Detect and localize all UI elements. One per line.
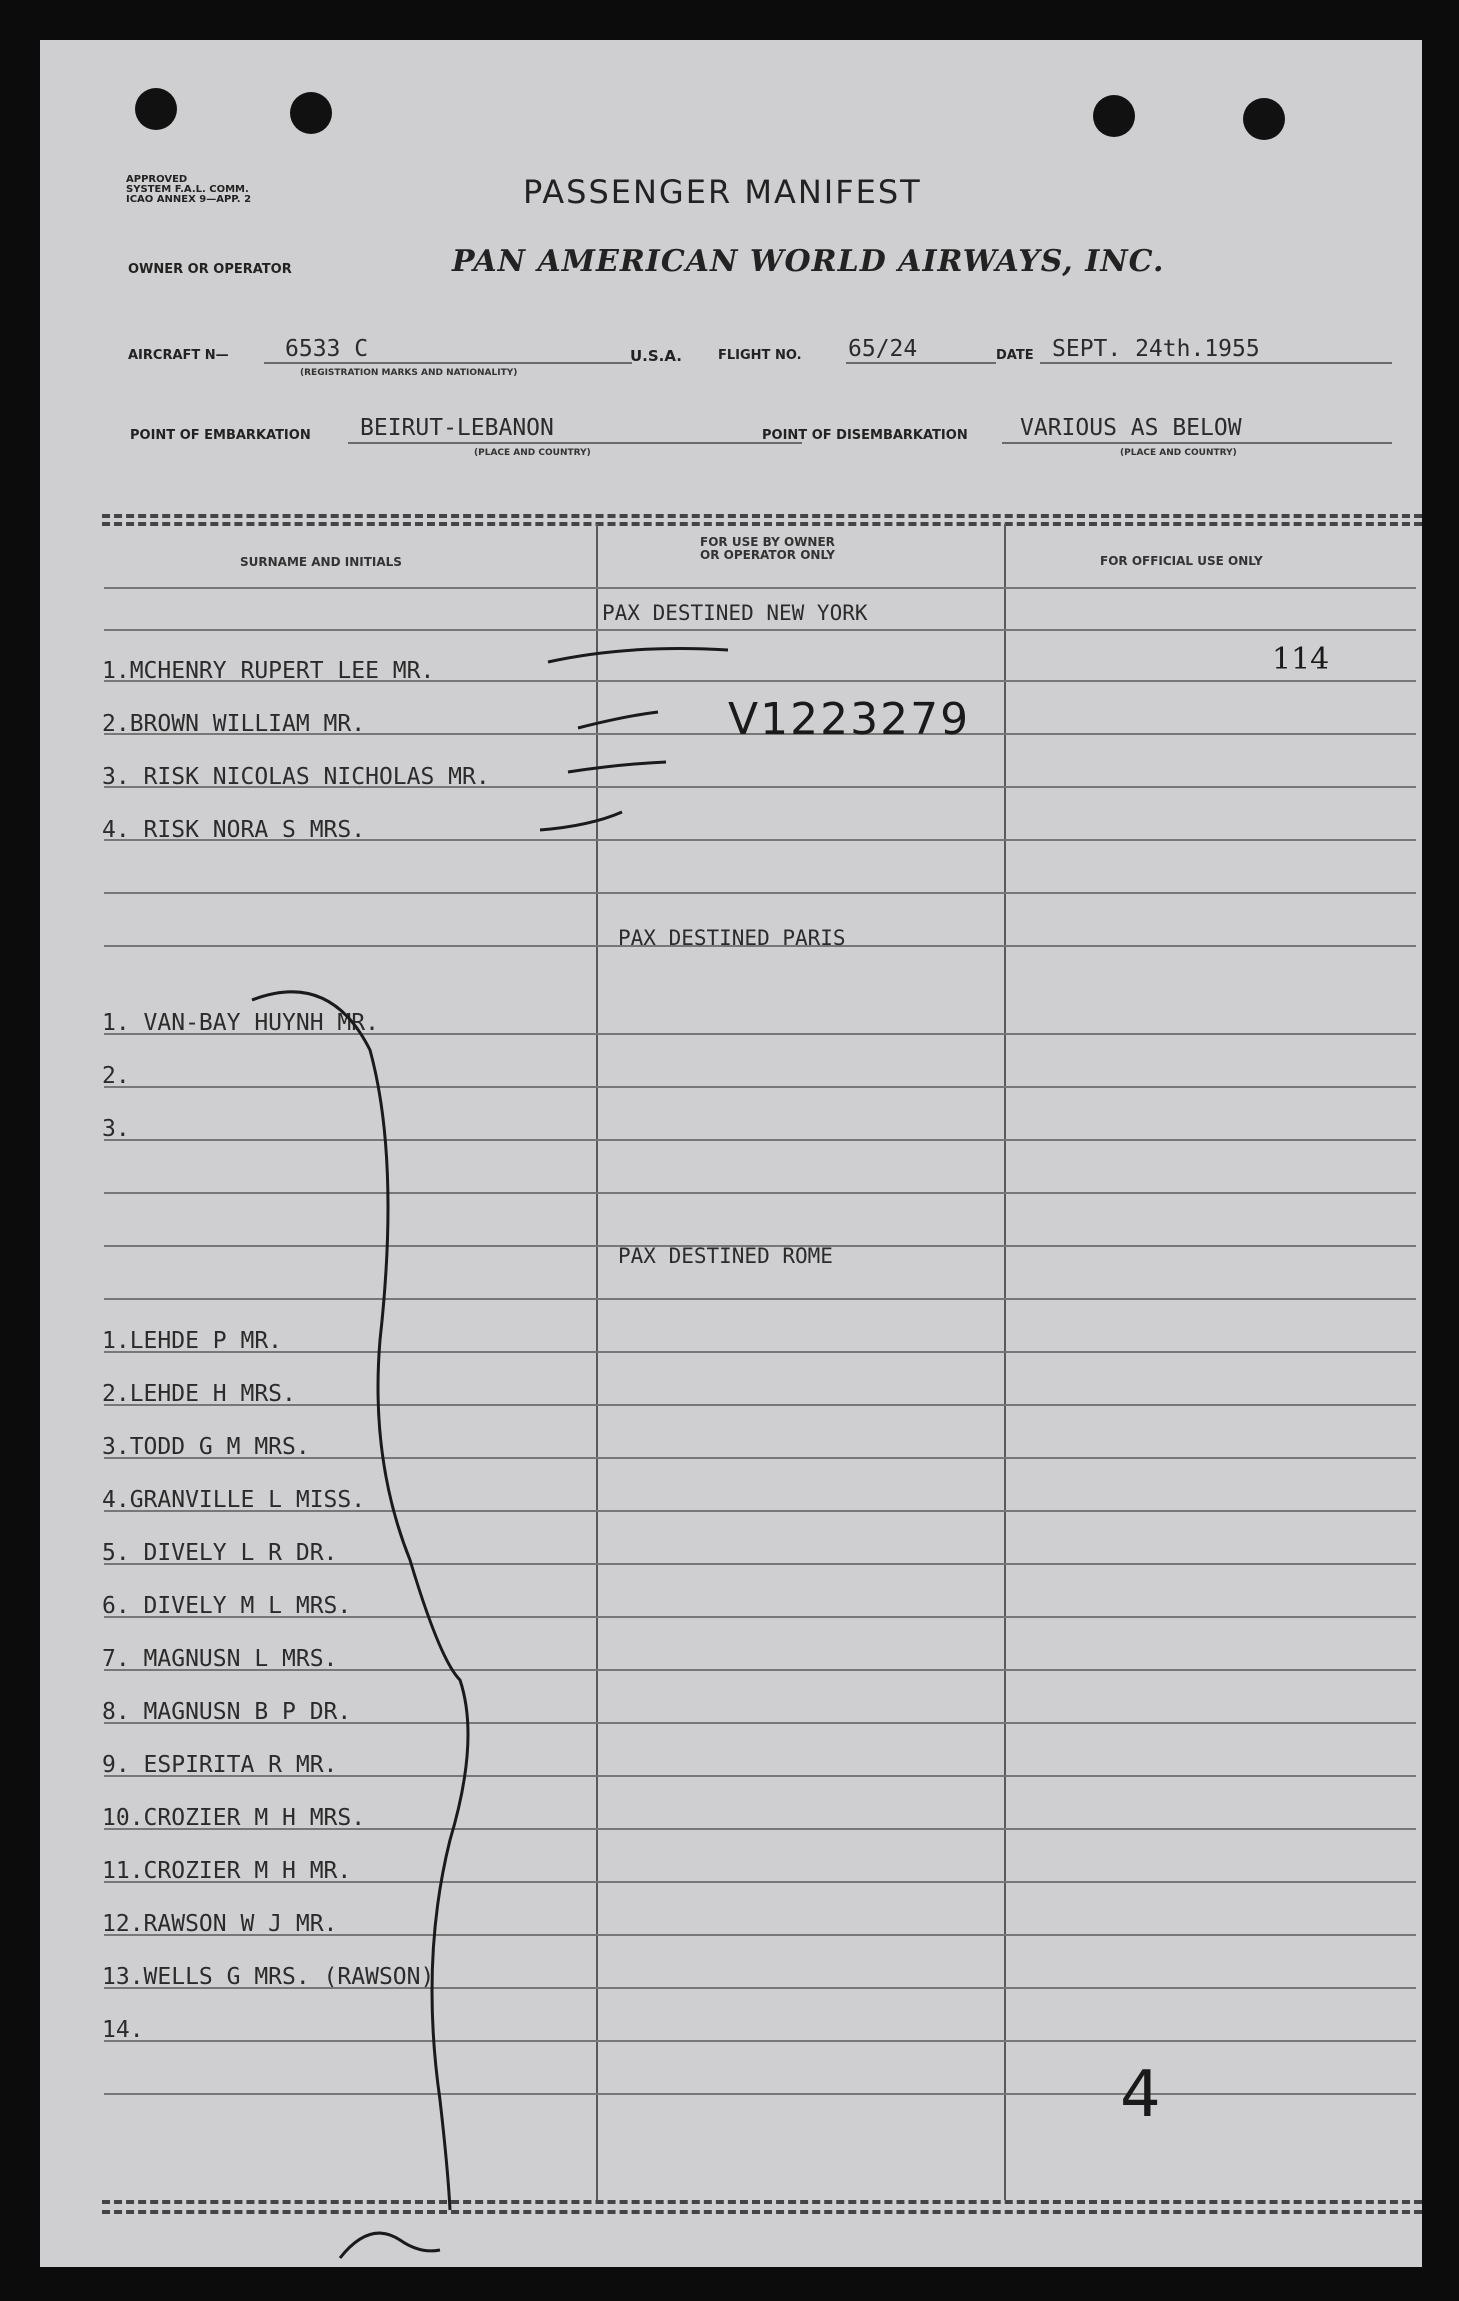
bottom-scribble	[340, 2233, 440, 2258]
table-top-border-2	[102, 522, 1422, 526]
table-bottom-border-2	[102, 2210, 1422, 2214]
passenger-rome-6: 6. DIVELY M L MRS.	[102, 1593, 352, 1619]
row-line-28	[104, 2040, 1416, 2042]
passenger-ny-3: 3. RISK NICOLAS NICHOLAS MR.	[102, 764, 490, 790]
official-number: 114	[1272, 642, 1330, 677]
passenger-ny-4: 4. RISK NORA S MRS.	[102, 817, 366, 843]
flight-underline	[846, 362, 996, 364]
col-header-owner-line1: FOR USE BY OWNER	[700, 535, 835, 549]
disembarkation-label: POINT OF DISEMBARKATION	[762, 428, 968, 443]
col-header-owner-line2: OR OPERATOR ONLY	[700, 548, 835, 562]
owner-label: OWNER OR OPERATOR	[128, 262, 292, 277]
passenger-rome-4: 4.GRANVILLE L MISS.	[102, 1487, 366, 1513]
date-label: DATE	[996, 348, 1034, 363]
check-mark-4	[540, 812, 622, 830]
flight-value: 65/24	[848, 336, 918, 362]
aircraft-caption: (REGISTRATION MARKS AND NATIONALITY)	[300, 368, 518, 378]
column-divider-1	[596, 524, 598, 2200]
row-line-7	[104, 892, 1416, 894]
passenger-paris-3: 3.	[102, 1116, 130, 1142]
passenger-ny-1: 1.MCHENRY RUPERT LEE MR.	[102, 658, 435, 684]
check-mark-1	[548, 649, 728, 663]
row-line-1	[104, 587, 1416, 589]
table-bottom-border	[102, 2200, 1422, 2204]
page-title: PASSENGER MANIFEST	[523, 173, 922, 211]
aircraft-underline	[264, 362, 632, 364]
embarkation-caption: (PLACE AND COUNTRY)	[474, 448, 591, 458]
passenger-rome-7: 7. MAGNUSN L MRS.	[102, 1646, 338, 1672]
passenger-rome-3: 3.TODD G M MRS.	[102, 1434, 310, 1460]
passenger-paris-2: 2.	[102, 1063, 130, 1089]
row-line-16	[104, 1404, 1416, 1406]
handwritten-page-count: 4	[1120, 2058, 1161, 2132]
row-line-11	[104, 1139, 1416, 1141]
passenger-rome-14: 14.	[102, 2017, 144, 2043]
passenger-rome-12: 12.RAWSON W J MR.	[102, 1911, 338, 1937]
embarkation-value: BEIRUT-LEBANON	[360, 415, 554, 441]
binder-hole-2	[290, 92, 332, 134]
passenger-rome-8: 8. MAGNUSN B P DR.	[102, 1699, 352, 1725]
passenger-rome-2: 2.LEHDE H MRS.	[102, 1381, 296, 1407]
passenger-rome-1: 1.LEHDE P MR.	[102, 1328, 283, 1354]
date-value: SEPT. 24th.1955	[1052, 336, 1260, 362]
section-paris: PAX DESTINED PARIS	[618, 926, 846, 950]
binder-hole-1	[135, 88, 177, 130]
col-header-owner	[700, 536, 835, 562]
approval-line-3: ICAO ANNEX 9—APP. 2	[126, 194, 252, 205]
passenger-rome-11: 11.CROZIER M H MR.	[102, 1858, 352, 1884]
row-line-29	[104, 2093, 1416, 2095]
embarkation-underline	[348, 442, 802, 444]
row-line-15	[104, 1351, 1416, 1353]
approval-line-1: APPROVED	[126, 174, 188, 185]
binder-hole-4	[1243, 98, 1285, 140]
column-divider-2	[1004, 524, 1006, 2200]
passenger-rome-13: 13.WELLS G MRS. (RAWSON)	[102, 1964, 435, 1990]
row-line-14	[104, 1298, 1416, 1300]
approval-line-2: SYSTEM F.A.L. COMM.	[126, 184, 249, 195]
check-mark-3	[568, 762, 666, 772]
handwritten-visa-number: V1223279	[728, 694, 971, 745]
binder-hole-3	[1093, 95, 1135, 137]
passenger-ny-2: 2.BROWN WILLIAM MR.	[102, 711, 366, 737]
flight-label: FLIGHT NO.	[718, 348, 802, 363]
country-label: U.S.A.	[630, 347, 682, 365]
manifest-page	[40, 40, 1422, 2267]
disembarkation-underline	[1002, 442, 1392, 444]
passenger-paris-1: 1. VAN-BAY HUYNH MR.	[102, 1010, 379, 1036]
aircraft-label: AIRCRAFT N—	[128, 348, 229, 363]
passenger-rome-5: 5. DIVELY L R DR.	[102, 1540, 338, 1566]
check-mark-2	[578, 712, 658, 728]
row-line-2	[104, 629, 1416, 631]
date-underline	[1040, 362, 1392, 364]
table-top-border	[102, 514, 1422, 518]
section-rome: PAX DESTINED ROME	[618, 1244, 833, 1268]
approval-note	[126, 175, 251, 205]
disembarkation-value: VARIOUS AS BELOW	[1020, 415, 1242, 441]
aircraft-value: 6533 C	[285, 336, 369, 362]
disembarkation-caption: (PLACE AND COUNTRY)	[1120, 448, 1237, 458]
col-header-surname: SURNAME AND INITIALS	[240, 555, 402, 569]
section-new-york: PAX DESTINED NEW YORK	[602, 601, 868, 625]
embarkation-label: POINT OF EMBARKATION	[130, 428, 311, 443]
row-line-12	[104, 1192, 1416, 1194]
airline-name: PAN AMERICAN WORLD AIRWAYS, INC.	[452, 244, 1165, 279]
row-line-10	[104, 1086, 1416, 1088]
col-header-official: FOR OFFICIAL USE ONLY	[1100, 554, 1263, 568]
passenger-rome-9: 9. ESPIRITA R MR.	[102, 1752, 338, 1778]
passenger-rome-10: 10.CROZIER M H MRS.	[102, 1805, 366, 1831]
